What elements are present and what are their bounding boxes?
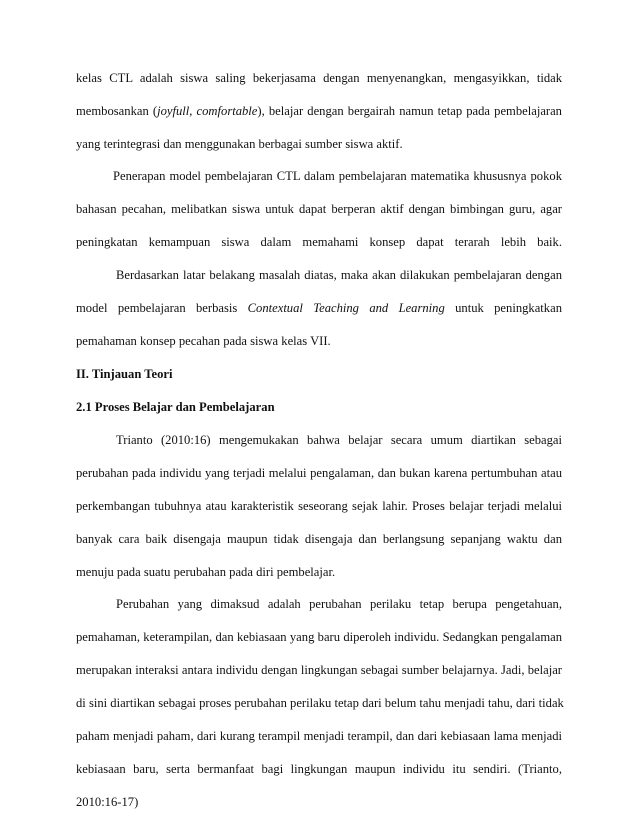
paragraph-line xyxy=(76,298,562,318)
paragraph-line: Berdasarkan latar belakang masalah diatas, maka akan dilakukan pembelajaran dengan xyxy=(116,268,562,282)
paragraph-line: merupakan interaksi antara individu dengan lingkungan sebagai sumber belajarnya. Jadi, belajar xyxy=(76,663,562,677)
italic-text: Contextual Teaching and Learning xyxy=(247,301,445,315)
paragraph-line: yang terintegrasi dan menggunakan berbagai sumber siswa aktif. xyxy=(76,137,403,151)
text-span: ), belajar dengan bergairah namun tetap pada pembelajaran xyxy=(257,104,562,118)
paragraph-line: kebiasaan baru, serta bermanfaat bagi lingkungan maupun individu itu sendiri. (Trianto, xyxy=(76,762,562,776)
paragraph-line: Trianto (2010:16) mengemukakan bahwa belajar secara umum diartikan sebagai xyxy=(116,433,562,447)
paragraph-line: perkembangan tubuhnya atau karakteristik seseorang sejak lahir. Proses belajar terjadi melalui xyxy=(76,499,562,513)
paragraph-line: peningkatan kemampuan siswa dalam memahami konsep dapat terarah lebih baik. xyxy=(76,235,562,249)
text-span: model pembelajaran berbasis xyxy=(76,301,248,315)
paragraph-line: paham menjadi paham, dari kurang terampil menjadi terampil, dan dari kebiasaan lama menjadi xyxy=(76,729,562,743)
paragraph-line xyxy=(76,101,562,121)
section-heading: II. Tinjauan Teori xyxy=(76,367,173,381)
paragraph-line: pemahaman konsep pecahan pada siswa kelas VII. xyxy=(76,334,331,348)
paragraph-line: menuju pada suatu perubahan pada diri pembelajar. xyxy=(76,565,336,579)
paragraph-line: banyak cara baik disengaja maupun tidak disengaja dan berlangsung sepanjang waktu dan xyxy=(76,532,562,546)
subsection-heading: 2.1 Proses Belajar dan Pembelajaran xyxy=(76,400,275,414)
paragraph-line: kelas CTL adalah siswa saling bekerjasama dengan menyenangkan, mengasyikkan, tidak xyxy=(76,71,562,85)
italic-text: joyfull, comfortable xyxy=(157,104,258,118)
paragraph-line: Penerapan model pembelajaran CTL dalam pembelajaran matematika khususnya pokok xyxy=(113,169,562,183)
paragraph-line: Perubahan yang dimaksud adalah perubahan perilaku tetap berupa pengetahuan, xyxy=(116,597,562,611)
text-span: untuk peningkatkan xyxy=(444,301,562,315)
paragraph-line: bahasan pecahan, melibatkan siswa untuk dapat berperan aktif dengan bimbingan guru, agar xyxy=(76,202,562,216)
paragraph-line: perubahan pada individu yang terjadi melalui pengalaman, dan bukan karena pertumbuhan atau xyxy=(76,466,562,480)
paragraph-line: pemahaman, keterampilan, dan kebiasaan yang baru diperoleh individu. Sedangkan pengalaman xyxy=(76,630,562,644)
paragraph-line: di sini diartikan sebagai proses perubahan perilaku tetap dari belum tahu menjadi tahu, dari tidak xyxy=(76,696,564,710)
paragraph-line: 2010:16-17) xyxy=(76,795,139,809)
text-span: membosankan ( xyxy=(76,104,158,118)
